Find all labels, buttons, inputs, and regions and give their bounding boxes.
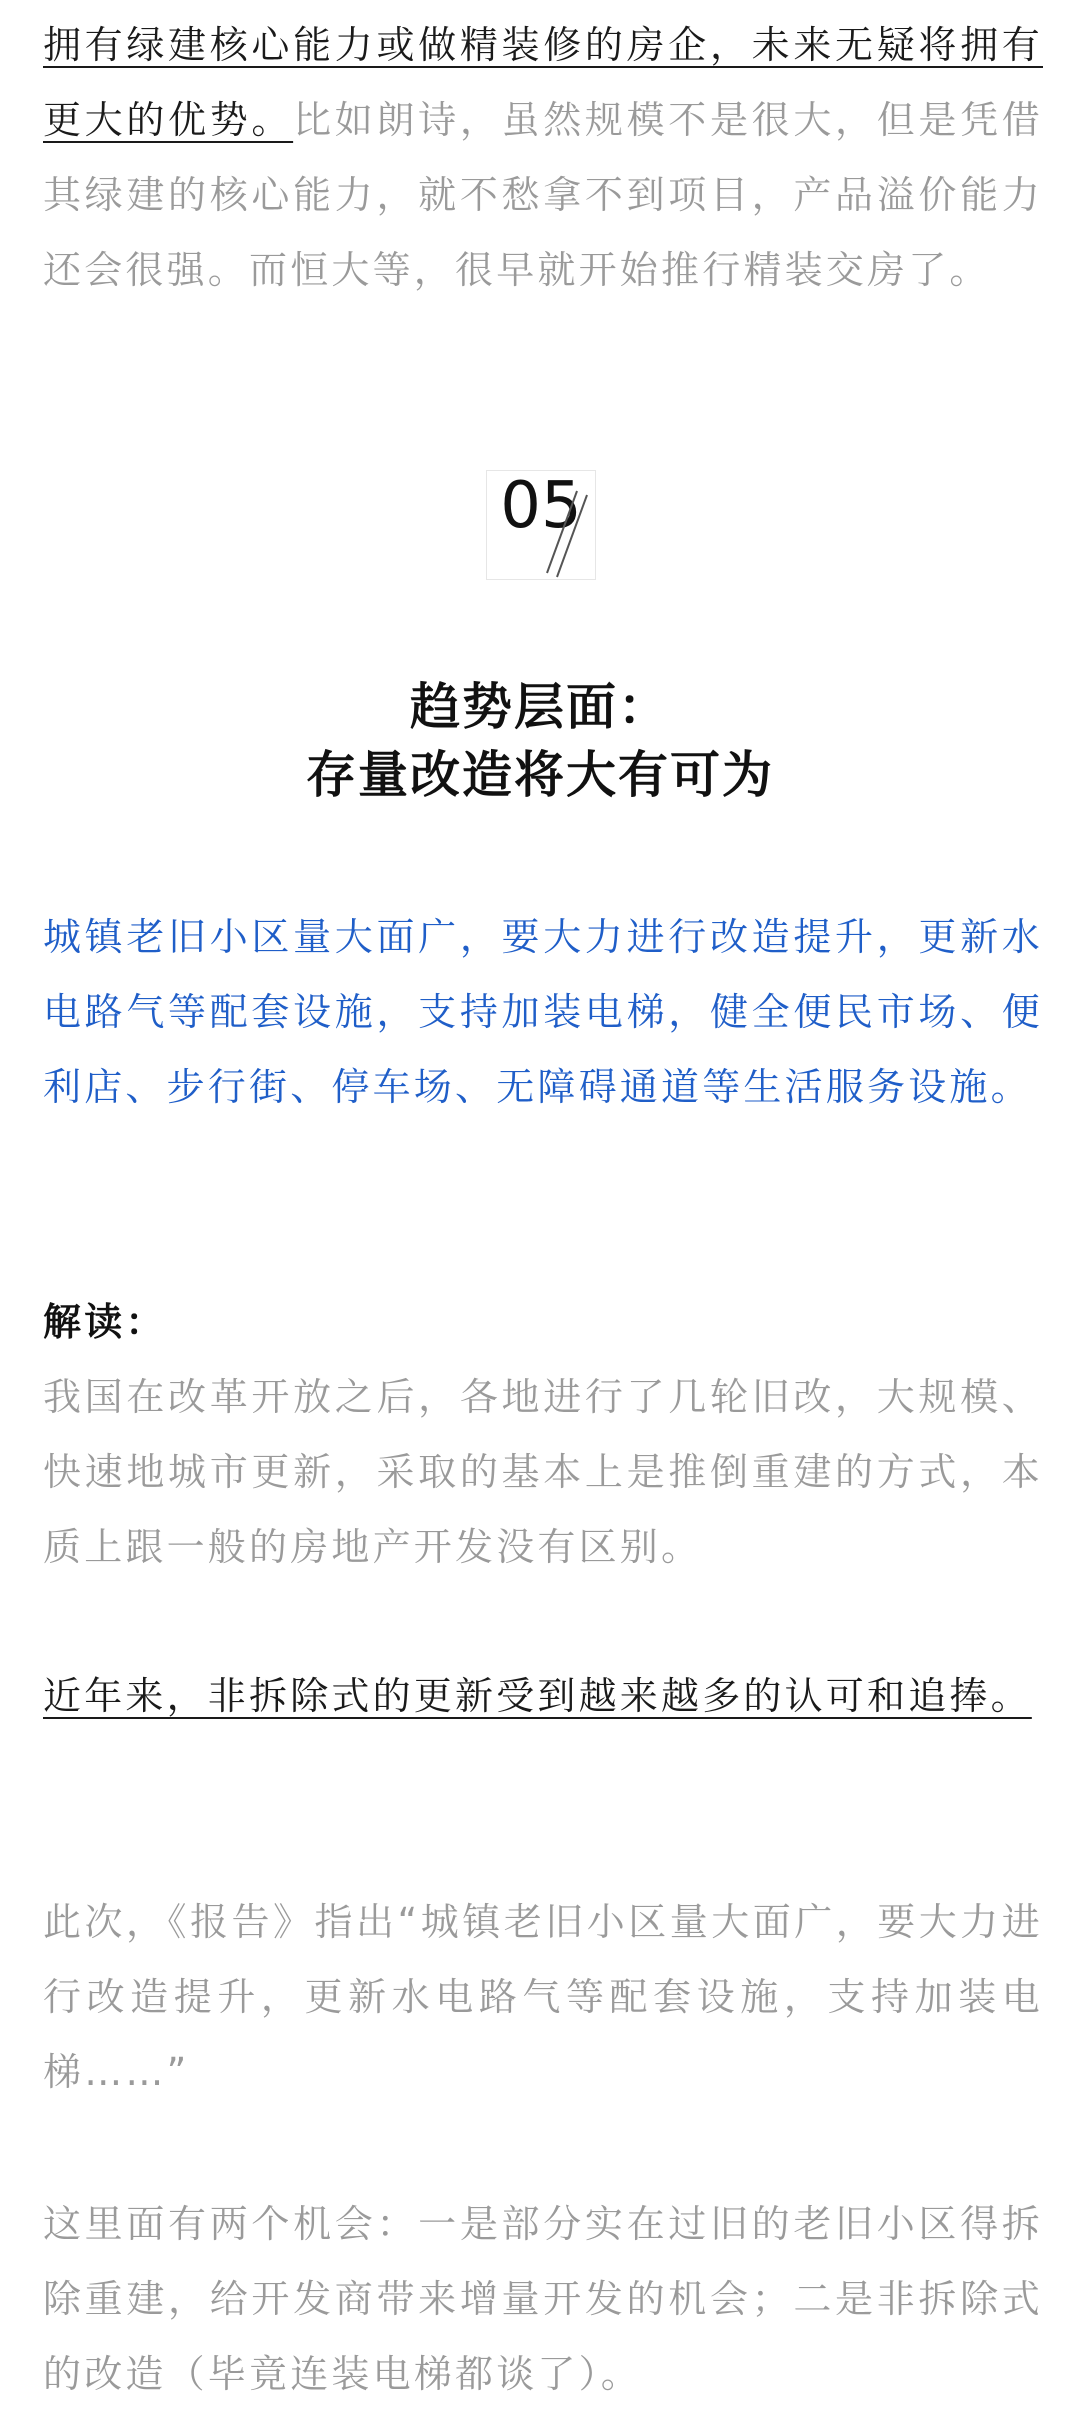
section-title-line1: 趋势层面：	[410, 678, 670, 736]
analysis-block	[43, 1285, 1043, 1585]
analysis-label: 解读：	[43, 1300, 167, 1344]
opportunity-paragraph: 这里面有两个机会：一是部分实在过旧的老旧小区得拆除重建，给开发商带来增量开发的机会；二是非拆除式的改造（毕竟连装电梯都谈了）。	[43, 2202, 1043, 2396]
section-number-badge	[486, 470, 596, 580]
policy-quote-block	[43, 900, 1043, 1125]
double-slash-icon	[487, 471, 595, 579]
intro-paragraph	[43, 8, 1043, 308]
report-paragraph-block	[43, 1885, 1043, 2110]
highlight-underlined-text: 近年来，非拆除式的更新受到越来越多的认可和追捧。	[43, 1674, 1032, 1718]
highlight-block	[43, 1659, 1043, 1734]
analysis-text: 我国在改革开放之后，各地进行了几轮旧改，大规模、快速地城市更新，采取的基本上是推倒重建的方式，本质上跟一般的房地产开发没有区别。	[43, 1375, 1043, 1569]
policy-quote: 城镇老旧小区量大面广，要大力进行改造提升，更新水电路气等配套设施，支持加装电梯，健全便民市场、便利店、步行街、停车场、无障碍通道等生活服务设施。	[43, 915, 1043, 1109]
intro-underlined-text: 拥有绿建核心能力或做精装修的房企，未来无疑将拥有更大的优势。	[43, 23, 1043, 142]
report-paragraph: 此次，《报告》指出“城镇老旧小区量大面广，要大力进行改造提升，更新水电路气等配套设施，支持加装电梯……”	[43, 1900, 1043, 2094]
intro-paragraph-block	[43, 8, 1043, 308]
opportunity-paragraph-block	[43, 2187, 1043, 2412]
intro-body-text: 比如朗诗，虽然规模不是很大，但是凭借其绿建的核心能力，就不愁拿不到项目，产品溢价能力还会很强。而恒大等，很早就开始推行精装交房了。	[43, 98, 1043, 292]
section-number: 05	[500, 469, 582, 543]
section-title-line2: 存量改造将大有可为	[306, 746, 774, 804]
